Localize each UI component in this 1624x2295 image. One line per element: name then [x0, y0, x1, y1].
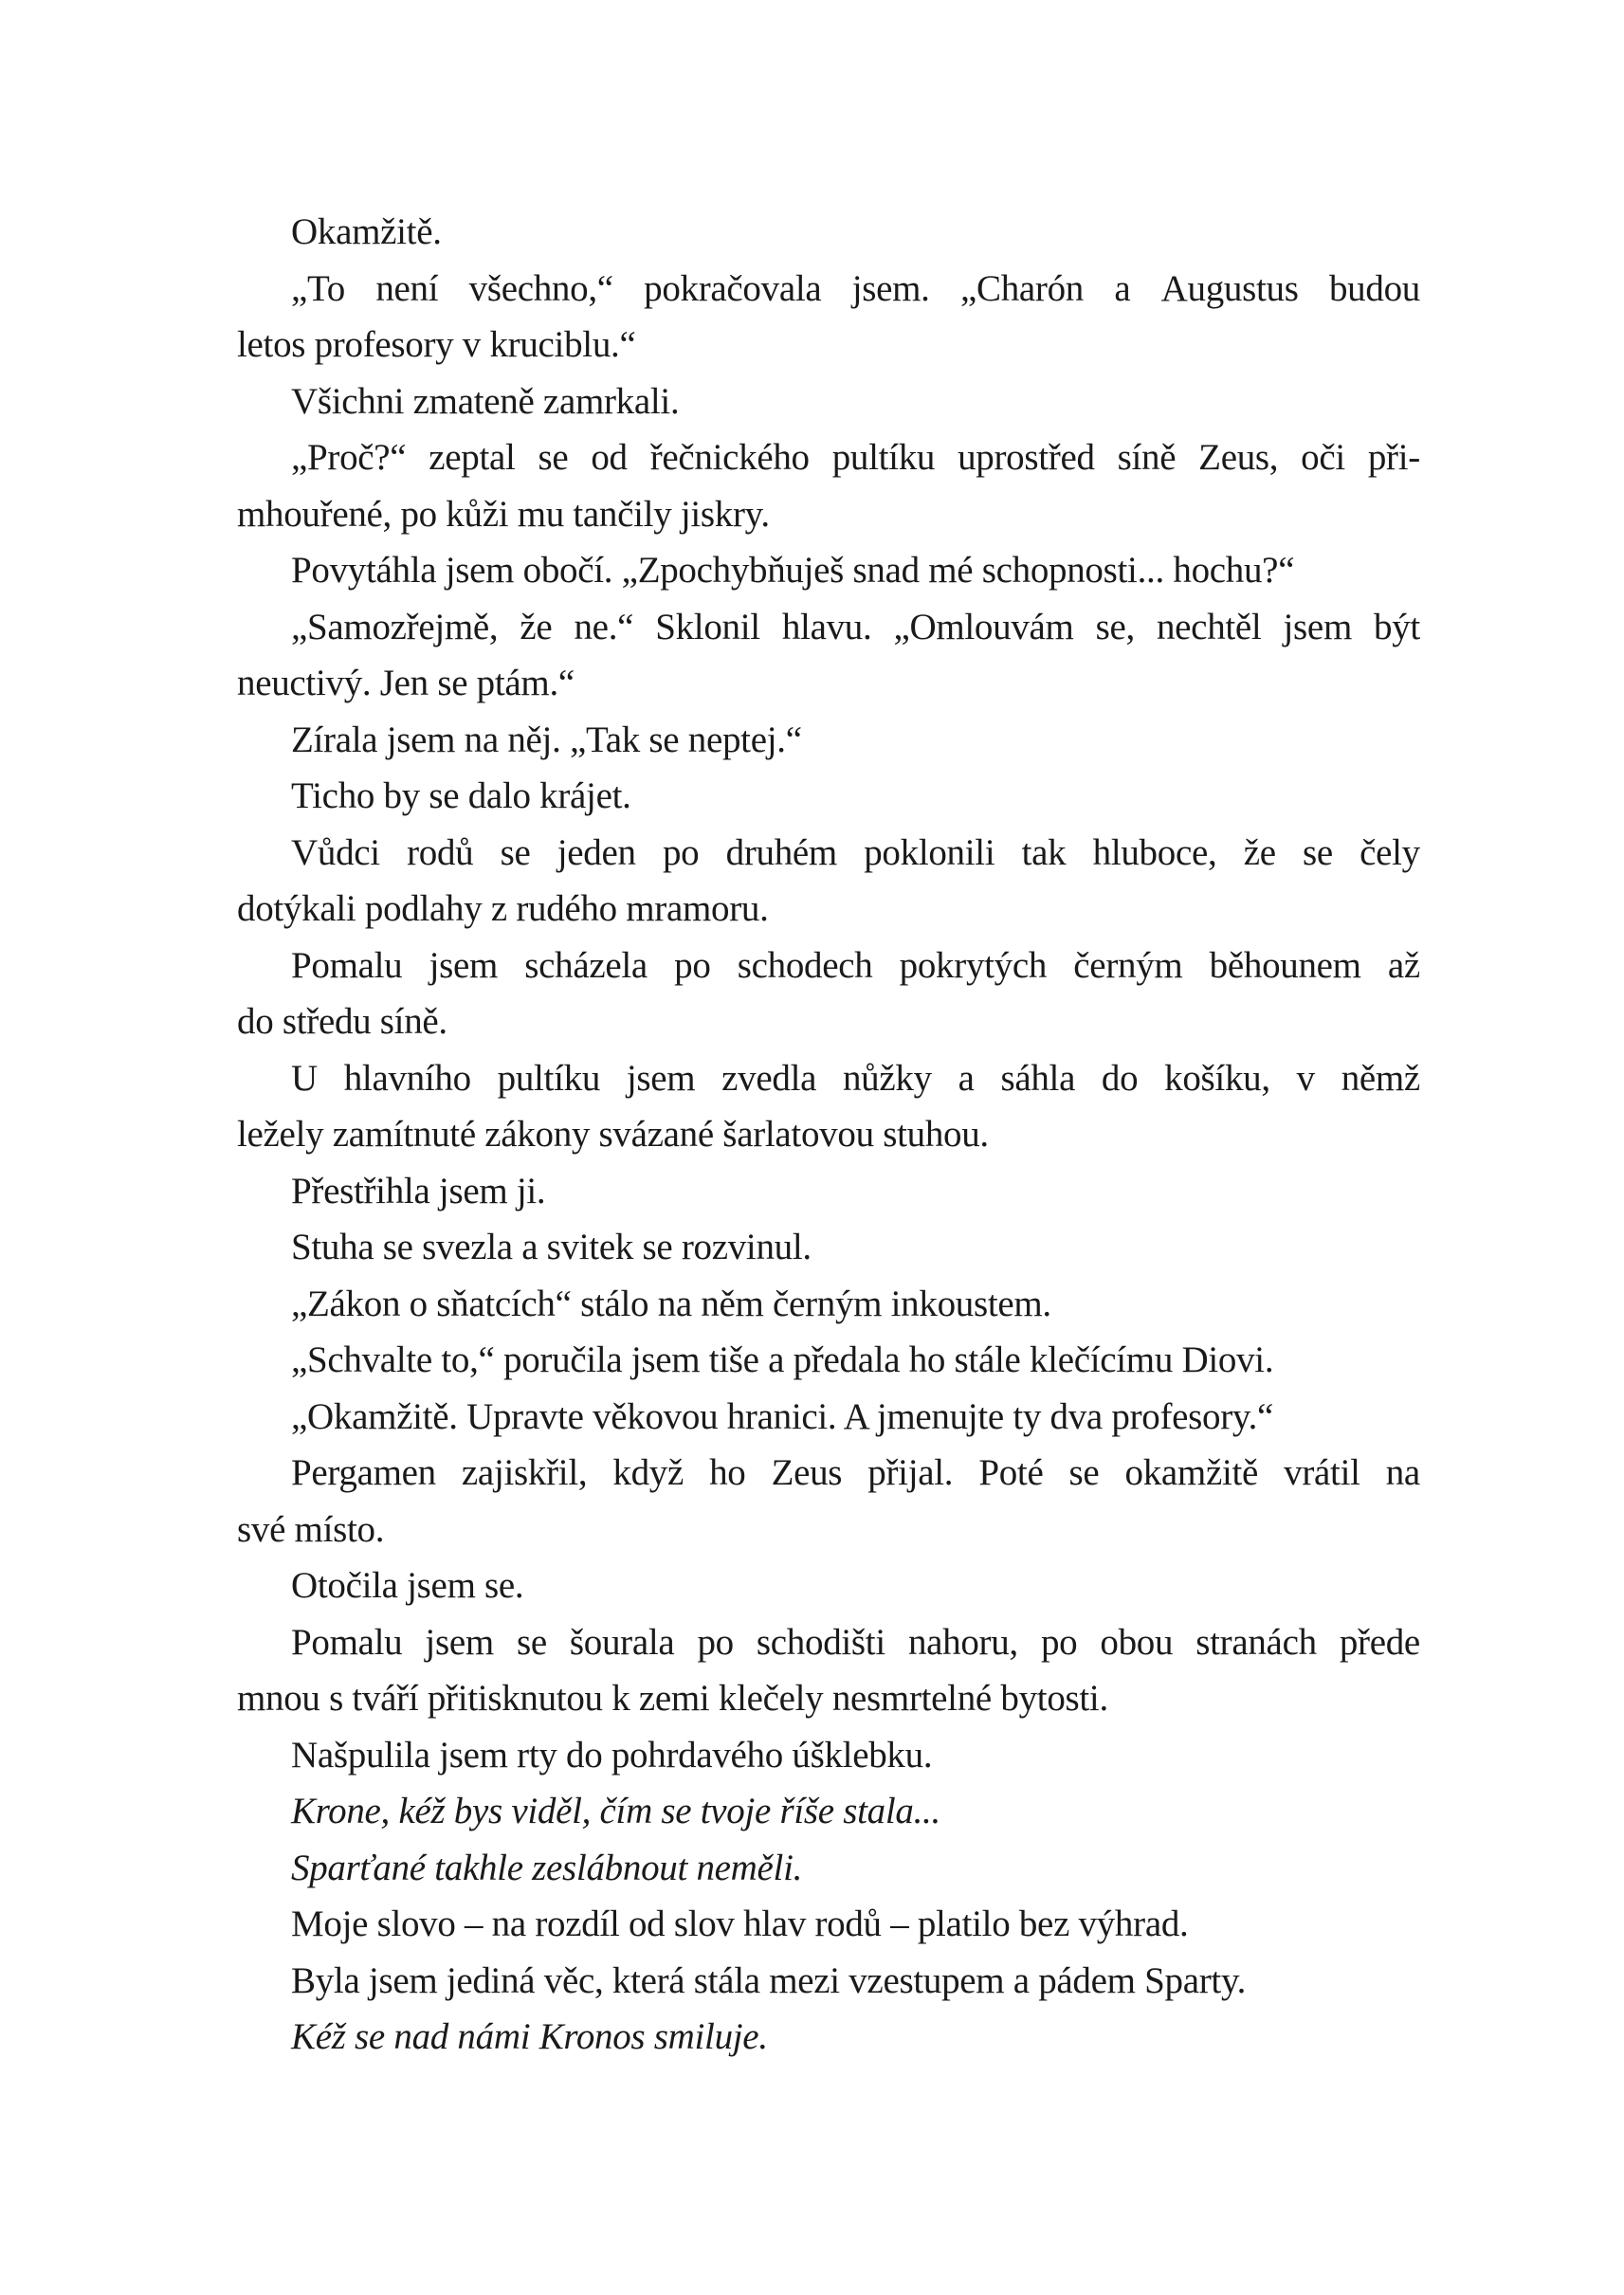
word: Zeus	[771, 1452, 843, 1493]
word: a	[1114, 267, 1131, 309]
text-line: neuctivý. Jen se ptám.“	[237, 663, 575, 703]
text-line: Otočila jsem se.	[291, 1565, 524, 1606]
text-line: Ticho by se dalo krájet.	[291, 775, 631, 816]
word: druhém	[725, 831, 837, 873]
word: Vůdci	[291, 831, 380, 873]
word: se,	[1095, 606, 1135, 647]
text-line: „Schvalte to,“ poručila jsem tiše a předala ho stále klečícímu Diovi.	[291, 1339, 1274, 1380]
word: Pomalu	[291, 944, 403, 986]
word: jsem.	[851, 267, 930, 309]
word: po	[662, 831, 700, 873]
text-block	[237, 204, 1420, 2066]
text-line: Okamžitě.	[291, 211, 442, 252]
word: běhounem	[1209, 944, 1361, 986]
word: být	[1374, 606, 1420, 647]
word: obou	[1100, 1621, 1174, 1663]
text-line	[237, 1614, 1420, 1671]
word: v	[1296, 1057, 1315, 1099]
text-line: Zírala jsem na něj. „Tak se neptej.“	[291, 719, 802, 760]
word: zajiskřil,	[461, 1452, 588, 1493]
text-line: Stuha se svezla a svitek se rozvinul.	[291, 1227, 812, 1267]
text-line: ležely zamítnuté zákony svázané šarlatovou stuhou.	[237, 1114, 989, 1155]
word: až	[1387, 944, 1420, 986]
word: jeden	[557, 831, 636, 873]
text-line: Přestřihla jsem ji.	[291, 1170, 546, 1211]
word: na	[1385, 1452, 1420, 1493]
word: se	[500, 831, 531, 873]
word: schodech	[737, 944, 873, 986]
word: uprostřed	[958, 437, 1095, 478]
word: jsem	[1283, 606, 1352, 647]
text-line	[237, 261, 1420, 318]
word: „Proč?“	[291, 437, 407, 478]
text-line	[237, 825, 1420, 882]
word: jsem	[429, 944, 499, 986]
text-line: dotýkali podlahy z rudého mramoru.	[237, 888, 769, 929]
word: jsem	[425, 1621, 494, 1663]
word: se	[538, 437, 569, 478]
word: pokrytých	[899, 944, 1048, 986]
word: že	[520, 606, 553, 647]
word: pultíku	[831, 437, 936, 478]
word: se	[1302, 831, 1333, 873]
text-line: mnou s tváří přitisknutou k zemi klečely nesmrtelné bytosti.	[237, 1678, 1108, 1719]
word: tak	[1021, 831, 1067, 873]
text-line: Všichni zmateně zamrkali.	[291, 380, 680, 422]
text-line	[237, 429, 1420, 486]
word: nahoru,	[907, 1621, 1018, 1663]
word: hlavního	[343, 1057, 471, 1099]
word: nůžky	[842, 1057, 932, 1099]
word: „Samozřejmě,	[291, 606, 499, 647]
word: budou	[1328, 267, 1420, 309]
word: rodů	[407, 831, 474, 873]
text-line: letos profesory v kruciblu.“	[237, 324, 636, 365]
word: Poté	[978, 1452, 1044, 1493]
text-line: Sparťané takhle zeslábnout neměli.	[291, 1847, 803, 1888]
word: zvedla	[721, 1057, 817, 1099]
word: do	[1101, 1057, 1139, 1099]
word: všechno,“	[468, 267, 613, 309]
word: Sklonil	[655, 606, 760, 647]
word: „Omlouvám	[893, 606, 1074, 647]
word: okamžitě	[1124, 1452, 1259, 1493]
word: černým	[1073, 944, 1183, 986]
word: vrátil	[1284, 1452, 1360, 1493]
word: scházela	[524, 944, 648, 986]
text-line: své místo.	[237, 1508, 385, 1550]
word: oči	[1301, 437, 1345, 478]
word: sáhla	[1000, 1057, 1076, 1099]
word: Pomalu	[291, 1621, 403, 1663]
text-line: Povytáhla jsem obočí. „Zpochybňuješ snad mé schopnosti... hochu?“	[291, 550, 1295, 591]
word: „To	[291, 267, 346, 309]
word: ne.“	[574, 606, 634, 647]
word: při-	[1367, 437, 1420, 478]
word: hlavu.	[781, 606, 872, 647]
word: Zeus,	[1198, 437, 1279, 478]
text-line	[237, 1050, 1420, 1107]
text-line	[237, 599, 1420, 656]
word: Pergamen	[291, 1452, 436, 1493]
word: schodišti	[756, 1621, 885, 1663]
word: košíku,	[1164, 1057, 1270, 1099]
word: Augustus	[1160, 267, 1299, 309]
text-line: Byla jsem jediná věc, která stála mezi vzestupem a pádem Sparty.	[291, 1959, 1247, 2001]
word: stranách	[1195, 1621, 1317, 1663]
word: a	[958, 1057, 975, 1099]
word: nechtěl	[1156, 606, 1262, 647]
word: přijal.	[867, 1452, 954, 1493]
word: když	[612, 1452, 684, 1493]
word: poklonili	[864, 831, 995, 873]
word: hluboce,	[1092, 831, 1217, 873]
word: pokračovala	[644, 267, 822, 309]
word: jsem	[626, 1057, 696, 1099]
word: řečnického	[649, 437, 810, 478]
text-line: mhouřené, po kůži mu tančily jiskry.	[237, 493, 770, 535]
word: se	[516, 1621, 547, 1663]
word: po	[697, 1621, 734, 1663]
text-line: „Okamžitě. Upravte věkovou hranici. A jmenujte ty dva profesory.“	[291, 1395, 1274, 1437]
word: „Charón	[959, 267, 1084, 309]
word: od	[591, 437, 628, 478]
text-line	[237, 938, 1420, 994]
word: čely	[1359, 831, 1420, 873]
word: po	[1040, 1621, 1078, 1663]
word: po	[674, 944, 711, 986]
word: že	[1243, 831, 1276, 873]
text-line: Kéž se nad námi Kronos smiluje.	[291, 2016, 768, 2057]
word: ho	[709, 1452, 746, 1493]
word: U	[291, 1057, 318, 1099]
word: se	[1068, 1452, 1100, 1493]
word: pultíku	[497, 1057, 601, 1099]
text-line: Krone, kéž bys viděl, čím se tvoje říše stala...	[291, 1791, 940, 1831]
text-line	[237, 1445, 1420, 1502]
word: šourala	[569, 1621, 675, 1663]
word: němž	[1341, 1057, 1420, 1099]
word: přede	[1339, 1621, 1420, 1663]
text-line: Moje slovo – na rozdíl od slov hlav rodů – platilo bez výhrad.	[291, 1903, 1189, 1944]
text-line: do středu síně.	[237, 1001, 447, 1042]
text-line: Našpulila jsem rty do pohrdavého úšklebku.	[291, 1734, 933, 1776]
word: není	[375, 267, 439, 309]
text-line: „Zákon o sňatcích“ stálo na něm černým inkoustem.	[291, 1283, 1051, 1324]
word: síně	[1117, 437, 1177, 478]
word: zeptal	[429, 437, 516, 478]
